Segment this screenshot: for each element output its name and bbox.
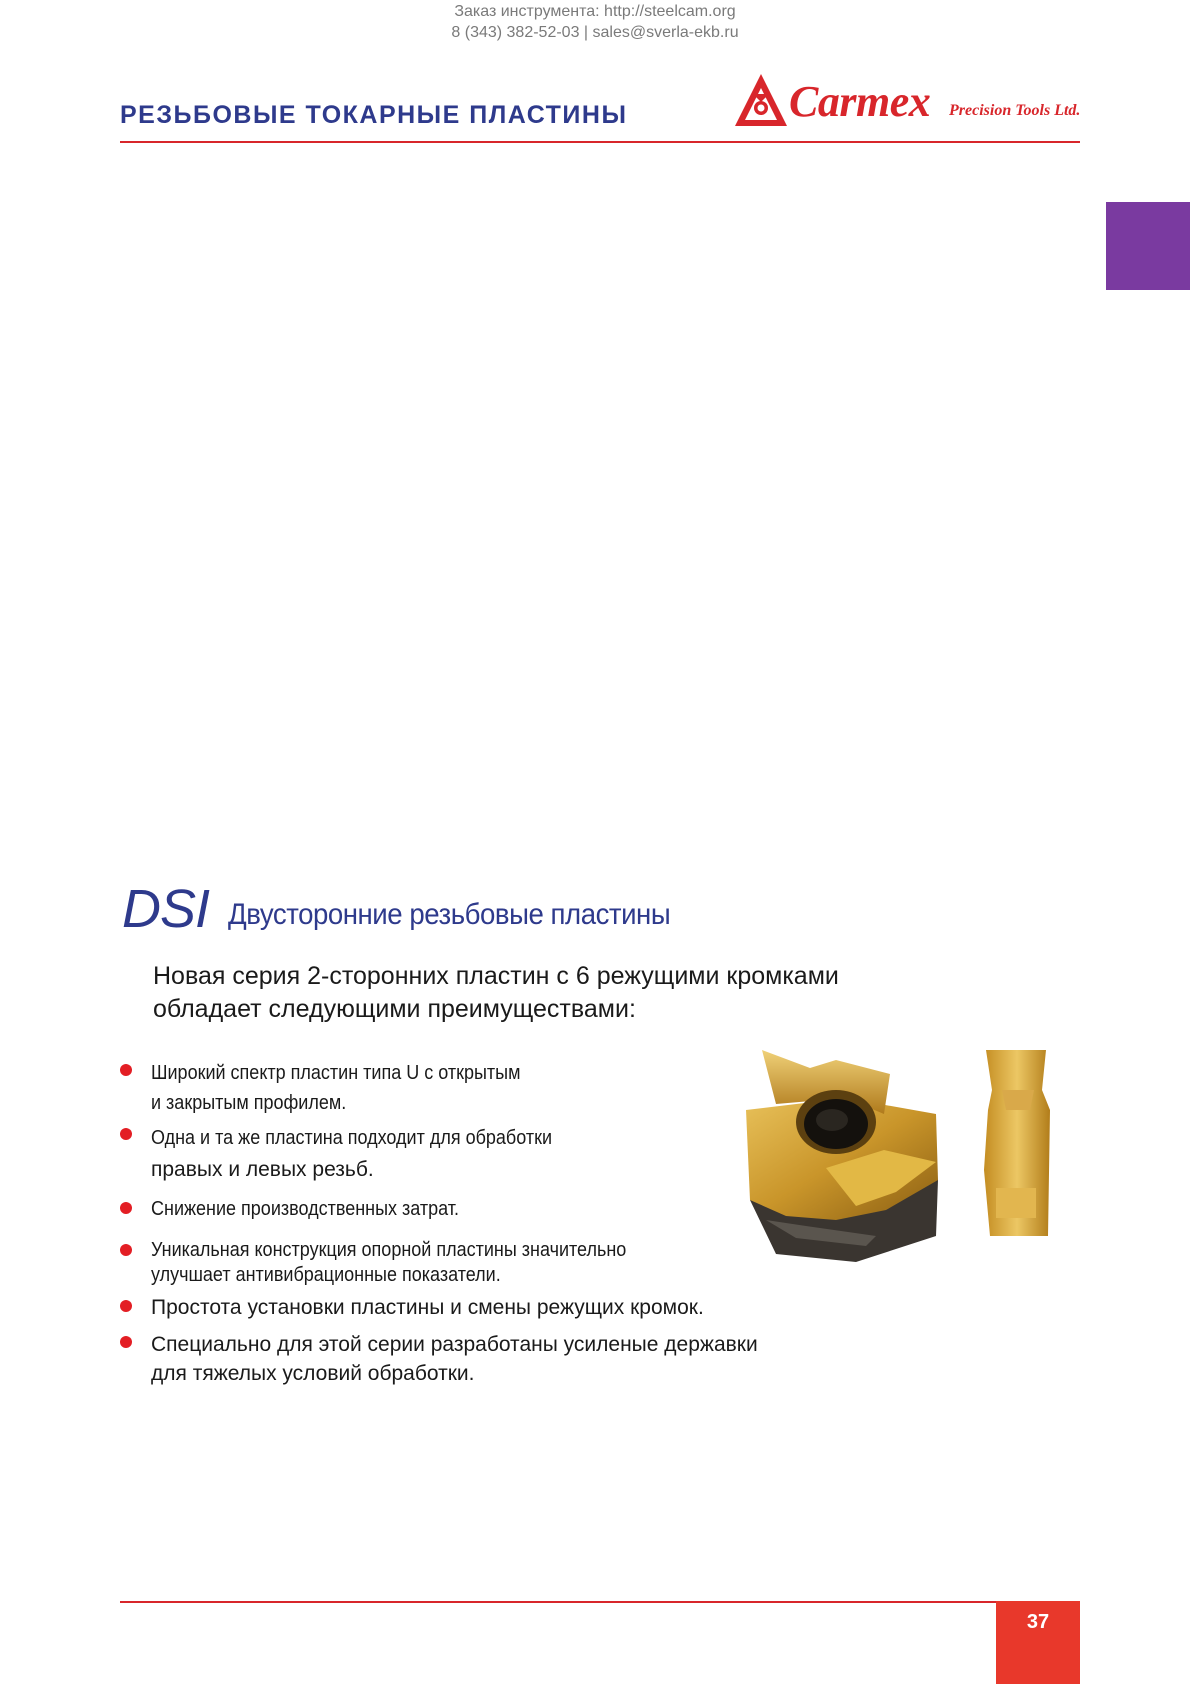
feature-text (151, 1058, 520, 1118)
feature-text (151, 1122, 597, 1186)
bullet-icon (120, 1336, 132, 1348)
page-number-box (996, 1601, 1080, 1684)
bullet-icon (120, 1300, 132, 1312)
feature-line: для тяжелых условий обработки. (151, 1362, 475, 1385)
contact-order-line: Заказ инструмента: http://steelcam.org (454, 3, 736, 20)
section-title: РЕЗЬБОВЫЕ ТОКАРНЫЕ ПЛАСТИНЫ (120, 101, 628, 129)
intro-line: Новая серия 2-сторонних пластин с 6 режущими кромками (153, 962, 839, 990)
bullet-icon (120, 1244, 132, 1256)
feature-line: улучшает антивибрационные показатели. (151, 1264, 501, 1286)
feature-line: Широкий спектр пластин типа U с открытым (151, 1062, 521, 1084)
section-side-tab (1106, 202, 1190, 290)
feature-line: Уникальная конструкция опорной пластины значительно (151, 1239, 627, 1261)
product-code: DSI (122, 879, 210, 939)
feature-text (151, 1330, 758, 1388)
insert-side-photo (982, 1050, 1050, 1236)
contact-phone-email-line: 8 (343) 382-52-03 | sales@sverla-ekb.ru (451, 24, 739, 41)
carmex-logo (733, 72, 1083, 132)
carmex-emblem-icon (733, 72, 789, 130)
feature-line: Одна и та же пластина подходит для обработки (151, 1127, 553, 1149)
logo-wordmark: Carmex (789, 77, 931, 126)
bullet-icon (120, 1128, 132, 1140)
feature-text: Снижение производственных затрат. (151, 1198, 460, 1220)
bullet-icon (120, 1202, 132, 1214)
page-number: 37 (1026, 1611, 1050, 1633)
bullet-icon (120, 1064, 132, 1076)
feature-line: правых и левых резьб. (151, 1158, 374, 1181)
product-name: Двусторонние резьбовые пластины (228, 898, 671, 931)
header-divider (120, 141, 1080, 143)
feature-text (151, 1238, 626, 1288)
intro-line: обладает следующими преимуществами: (153, 995, 636, 1023)
feature-text: Простота установки пластины и смены режущих кромок. (151, 1296, 704, 1319)
insert-photo (736, 1040, 952, 1262)
logo-subtitle: Precision Tools Ltd. (949, 102, 1081, 119)
footer-divider (120, 1601, 996, 1603)
feature-line: Специально для этой серии разработаны усиленые державки (151, 1333, 758, 1356)
product-intro (153, 960, 839, 1026)
feature-line: и закрытым профилем. (151, 1092, 347, 1114)
